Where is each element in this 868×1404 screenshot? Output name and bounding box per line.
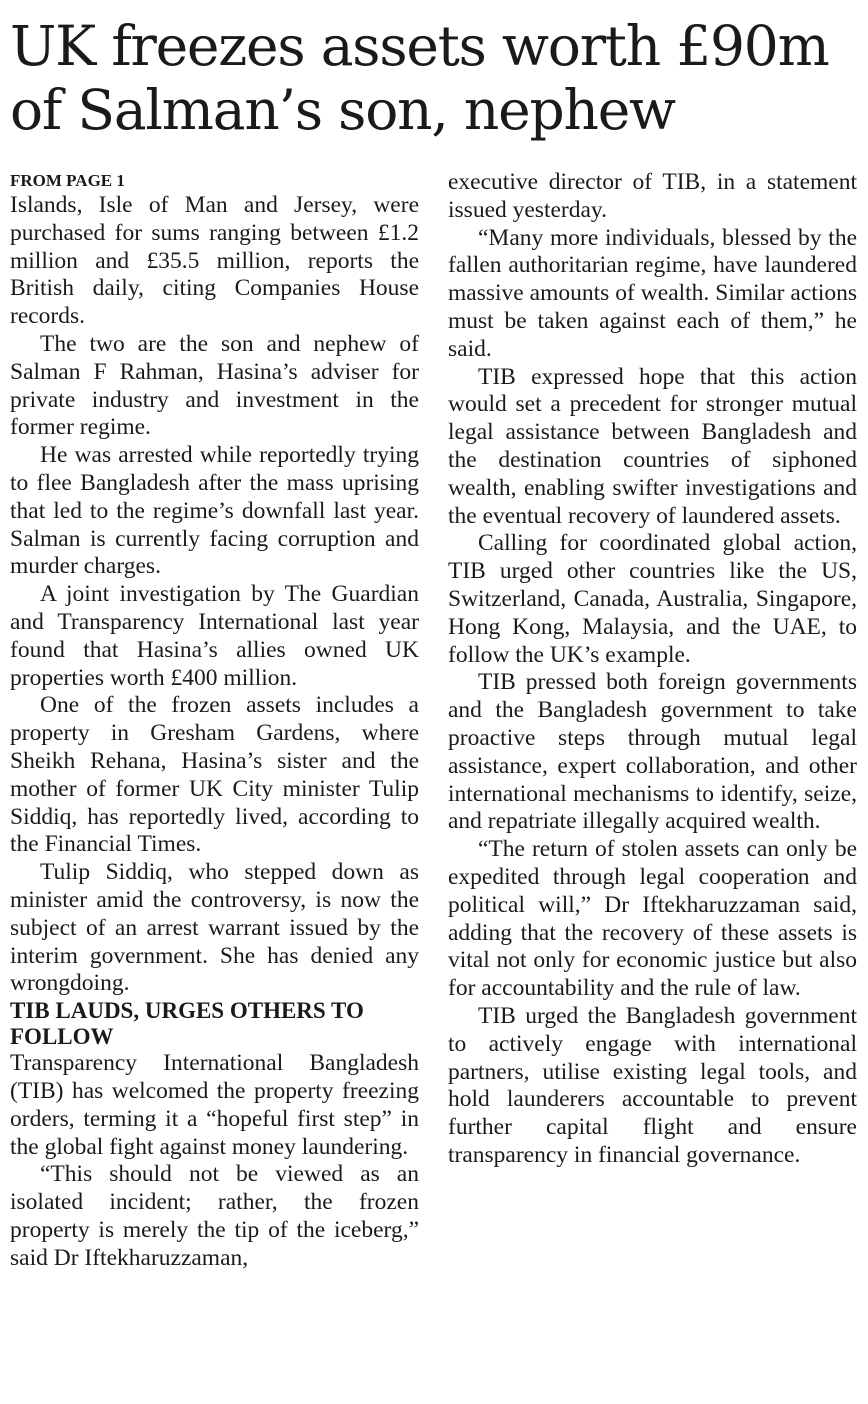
paragraph: He was arrested while reportedly trying to flee Bangladesh after the mass uprising that led to the regime’s downfall last year. Salman is currently facing corruption and murder charges. — [10, 442, 419, 580]
paragraph: Calling for coordinated global action, TIB urged other countries like the US, Switzerland, Canada, Australia, Singapore, Hong Kong, Malaysia, and the UAE, to follow the UK’s example. — [448, 530, 857, 668]
jump-label: FROM PAGE 1 — [10, 171, 125, 190]
paragraph: A joint investigation by The Guardian and Transparency International last year found that Hasina’s allies owned UK properties worth £400 million. — [10, 581, 419, 691]
paragraph: TIB expressed hope that this action would set a precedent for stronger mutual legal assistance between Bangladesh and the destination countries of siphoned wealth, enabling swifter investigations and the eventual recovery of laundered assets. — [448, 363, 857, 529]
paragraph: “Many more individuals, blessed by the fallen authoritarian regime, have laundered massive amounts of wealth. Similar actions must be taken against each of them,” he said. — [448, 224, 857, 362]
headline: UK freezes assets worth £90m of Salman’s son, nephew — [10, 14, 829, 142]
paragraph: TIB urged the Bangladesh government to actively engage with international partners, utilise existing legal tools, and hold launderers accountable to prevent further capital flight and ensure transparency in financial governance. — [448, 1002, 857, 1168]
paragraph: Islands, Isle of Man and Jersey, were purchased for sums ranging between £1.2 million and £35.5 million, reports the British daily, citing Companies House records. — [10, 192, 419, 330]
paragraph: One of the frozen assets includes a property in Gresham Gardens, where Sheikh Rehana, Hasina’s sister and the mother of former UK City minister Tulip Siddiq, has reportedly lived, according to the Financial Times. — [10, 692, 419, 858]
subhead: TIB LAUDS, URGES OTHERS TO FOLLOW — [10, 998, 364, 1050]
paragraph: TIB pressed both foreign governments and the Bangladesh government to take proactive steps through mutual legal assistance, expert collaboration, and other international mechanisms to identify, seize, and repatriate illegally acquired wealth. — [448, 669, 857, 835]
paragraph: Tulip Siddiq, who stepped down as minister amid the controversy, is now the subject of an arrest warrant issued by the interim government. She has denied any wrongdoing. — [10, 859, 419, 997]
paragraph: “The return of stolen assets can only be expedited through legal cooperation and political will,” Dr Iftekharuzzaman said, adding that the recovery of these assets is vital not only for economic justice but also for accountability and the rule of law. — [448, 836, 857, 1002]
right-column — [448, 169, 857, 1170]
paragraph: The two are the son and nephew of Salman F Rahman, Hasina’s adviser for private industry and investment in the former regime. — [10, 330, 419, 441]
paragraph: “This should not be viewed as an isolated incident; rather, the frozen property is merely the tip of the iceberg,” said Dr Iftekharuzzaman, — [10, 1161, 419, 1271]
paragraph: Transparency International Bangladesh (TIB) has welcomed the property freezing orders, terming it a “hopeful first step” in the global fight against money laundering. — [10, 1050, 419, 1160]
paragraph: executive director of TIB, in a statement issued yesterday. — [448, 169, 857, 223]
left-column — [10, 170, 419, 1272]
